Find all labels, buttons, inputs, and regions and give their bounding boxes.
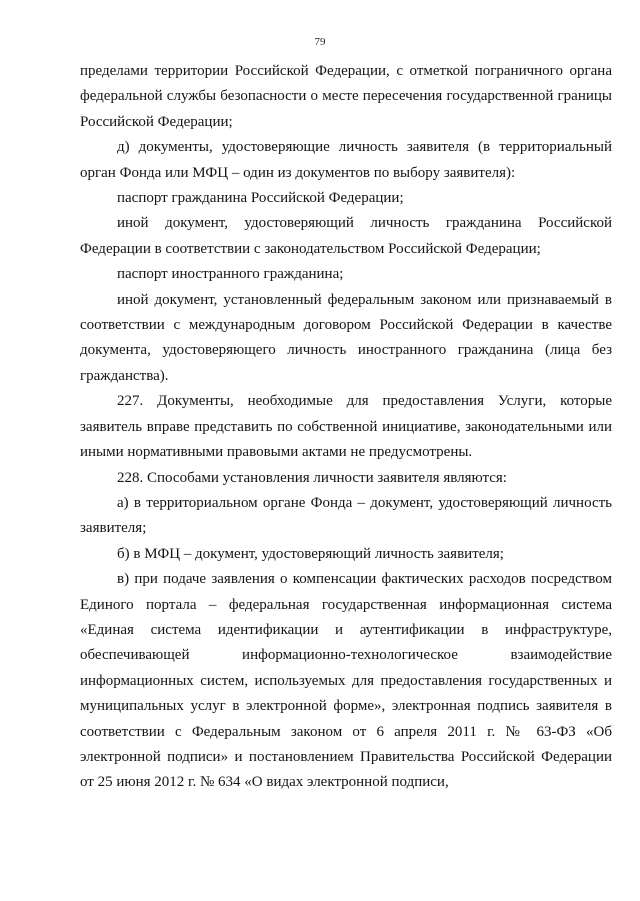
page-number: 79 bbox=[314, 36, 326, 48]
paragraph-item-v: в) при подаче заявления о компенсации фактических расходов посредством Единого портала – федеральная государственная информационная система «Единая система идентификации и аутентификации в инфраструктуре, обеспечивающей информационно-технологическое взаимодействие информационных систем, используемых для предоставления государственных и муниципальных услуг в электронной форме», электронная подпись заявителя в соответствии с Федеральным законом от 6 апреля 2011 г. № 63-ФЗ «Об электронной подписи» и постановлением Правительства Российской Федерации от 25 июня 2012 г. № 634 «О видах электронной подписи, bbox=[80, 571, 612, 791]
paragraph-continuation: пределами территории Российской Федерации, с отметкой пограничного органа федеральной службы безопасности о месте пересечения государственной границы Российской Федерации; bbox=[80, 63, 612, 130]
paragraph-passport-rf: паспорт гражданина Российской Федерации; bbox=[117, 190, 404, 207]
paragraph-item-b: б) в МФЦ – документ, удостоверяющий личность заявителя; bbox=[117, 545, 504, 562]
paragraph-other-doc-foreign: иной документ, установленный федеральным законом или признаваемый в соответствии с международным договором Российской Федерации в качестве документа, удостоверяющего личность иностранного гражданина (лица без гражданства). bbox=[80, 291, 612, 384]
paragraph-227: 227. Документы, необходимые для предоставления Услуги, которые заявитель вправе представить по собственной инициативе, законодательными или иными нормативными правовыми актами не предусмотрены. bbox=[80, 393, 612, 461]
paragraph-item-a: а) в территориальном органе Фонда – документ, удостоверяющий личность заявителя; bbox=[80, 494, 612, 537]
paragraph-228: 228. Способами установления личности заявителя являются: bbox=[117, 469, 507, 486]
paragraph-passport-foreign: паспорт иностранного гражданина; bbox=[117, 266, 344, 283]
paragraph-other-doc-rf: иной документ, удостоверяющий личность гражданина Российской Федерации в соответствии с законодательством Российской Федерации; bbox=[80, 215, 612, 257]
paragraph-item-d: д) документы, удостоверяющие личность заявителя (в территориальный орган Фонда или МФЦ – один из документов по выбору заявителя): bbox=[80, 139, 612, 181]
document-body bbox=[80, 59, 612, 796]
